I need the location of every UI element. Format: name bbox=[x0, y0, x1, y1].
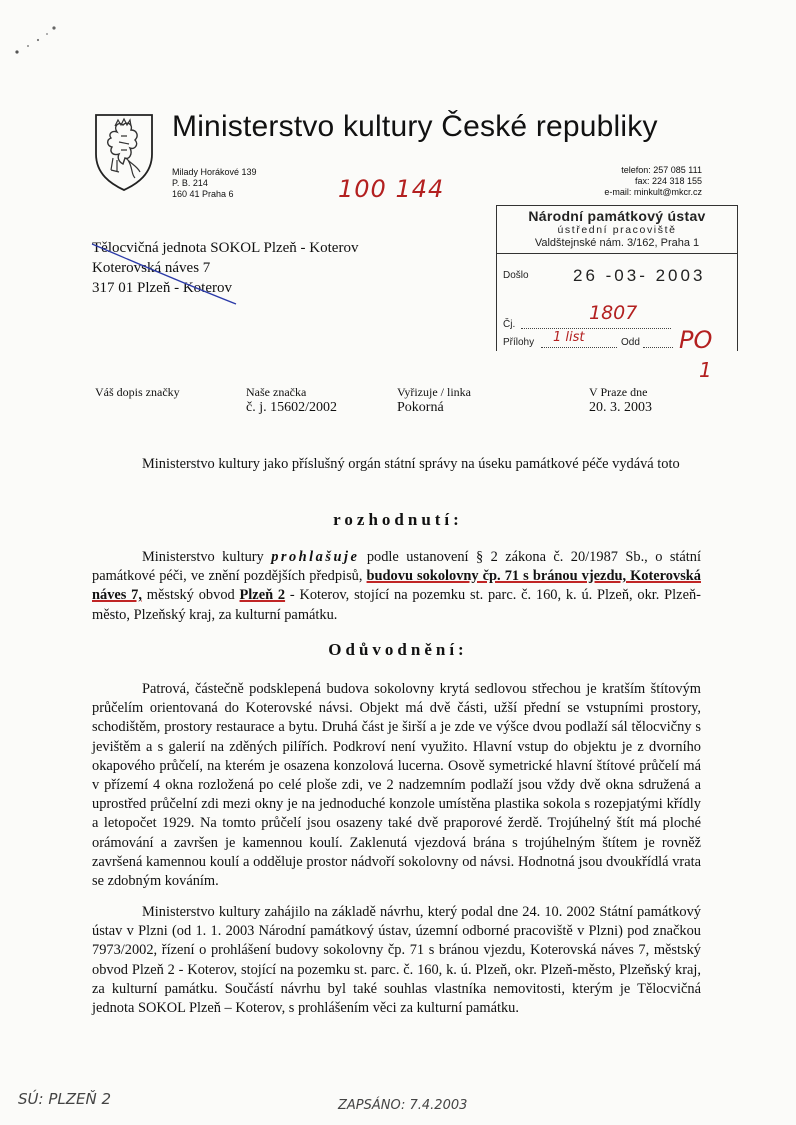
ministry-address bbox=[172, 167, 257, 200]
stamp-received-label: Došlo bbox=[503, 270, 529, 281]
decision-heading: rozhodnutí: bbox=[333, 510, 463, 529]
reasoning-paragraph-2: Ministerstvo kultury zahájilo na základě návrhu, který podal dne 24. 10. 2002 Státní památkový ústav v Plzni (od 1. 1. 2003 Národní památkový ústav, územní odborné pracoviště v Plzni) pod značkou 7973/2002, řízení o prohlášení budovy sokolovny čp. 71 s bránou vjezdu, Koterovská náves 7, městský obvod Plzeň 2 - Koterov, stojící na pozemku st. parc. č. 160, k. ú. Plzeň, okr. Plzeň-město, Plzeňský kraj, za kulturní památku. Součástí návrhu byl také souhlas vlastníka nemovitosti, kterým je Tělocvičná jednota SOKOL Plzeň – Koterov, s prohlášením věci za kulturní památku. bbox=[92, 904, 701, 1017]
stamp-institution: Národní památkový ústav bbox=[528, 208, 706, 224]
stamp-dept-extra: 1 bbox=[699, 358, 712, 382]
decision-object: budovu sokolovny čp. 71 s bránou vjezdu, Koterovská náves 7, bbox=[92, 568, 701, 604]
our-ref-value: č. j. 15602/2002 bbox=[246, 400, 337, 415]
phone-text: telefon: 257 085 111 bbox=[621, 165, 702, 175]
intro-paragraph: Ministerstvo kultury jako příslušný orgán státní správy na úseku památkové péče vydává toto bbox=[142, 456, 680, 472]
recipient-strike-line bbox=[90, 238, 240, 308]
coat-of-arms-icon bbox=[93, 112, 155, 192]
stamp-number-label: Čj. bbox=[503, 319, 516, 330]
email-text: e-mail: minkult@mkcr.cz bbox=[604, 187, 702, 197]
ministry-contact bbox=[604, 165, 702, 198]
stamp-attachments-value: 1 list bbox=[553, 330, 585, 345]
place-date-label: V Praze dne bbox=[589, 385, 648, 399]
date-value: 20. 3. 2003 bbox=[589, 400, 652, 415]
handler-value: Pokorná bbox=[397, 400, 444, 415]
decision-district: Plzeň 2 bbox=[239, 587, 286, 604]
stamp-received-date: 26 -03- 2003 bbox=[573, 266, 706, 285]
stamp-address: Valdštejnské nám. 3/162, Praha 1 bbox=[534, 237, 700, 249]
stamp-number-value: 1807 bbox=[589, 302, 638, 324]
stamp-attachments-label: Přílohy bbox=[503, 337, 535, 348]
footer-note-left: SÚ: PLZEŇ 2 bbox=[18, 1090, 112, 1108]
address-line: Milady Horákové 139 bbox=[172, 167, 257, 177]
stamp-dept-label: Odd bbox=[621, 337, 640, 348]
recipient-line: Tělocvičná jednota SOKOL Plzeň - Koterov bbox=[92, 240, 359, 256]
received-stamp bbox=[496, 205, 738, 354]
footer-note-center: ZAPSÁNO: 7.4.2003 bbox=[338, 1098, 468, 1113]
recipient-line: 317 01 Plzeň - Koterov bbox=[92, 280, 232, 296]
decision-paragraph: Ministerstvo kultury prohlašuje podle ustanovení § 2 zákona č. 20/1987 Sb., o státní památkové péči, ve znění pozdějších předpisů, budovu sokolovny čp. 71 s bránou vjezdu, Koterovská náves 7, městský obvod Plzeň 2 - Koterov, stojící na pozemku st. parc. č. 160, k. ú. Plzeň, okr. Plzeň-město, Plzeňský kraj, za kulturní památku. bbox=[92, 549, 702, 623]
fax-text: fax: 224 318 155 bbox=[634, 176, 702, 186]
recipient-line: Koterovská náves 7 bbox=[92, 260, 211, 276]
stamp-dept-value: PO bbox=[679, 326, 713, 354]
decision-verb: prohlašuje bbox=[271, 549, 360, 565]
ministry-title: Ministerstvo kultury České republiky bbox=[172, 110, 658, 143]
address-line: P. B. 214 bbox=[172, 178, 208, 188]
your-ref-label: Váš dopis značky bbox=[95, 385, 180, 399]
scan-specks bbox=[14, 22, 64, 56]
reasoning-paragraph-1: Patrová, částečně podsklepená budova sokolovny krytá sedlovou střechou je kratším štítovým průčelím orientovaná do Koterovské návsi. Objekt má dvě části, užší přední se vstupními prostory, schodištěm, prostory restaurace a bytu. Druhá část je širší a je zde ve výšce dvou podlaží sál tělocvičny s jevištěm a s galerií na zděných pilířích. Podkroví není využito. Hlavní vstup do objektu je z dvorního okapového průčelí, na kterém je osazena konzolová lucerna. Osově symetrické hlavní štítové průčelí má v přízemí 4 okna rozložená po celé ploše zdi, ve 2 nadzemním podlaží jsou vždy dvě okna sdružená a uprostřed průčelní zdi mezi okny je na jednoduché konzole umístěna plastika sokola s rozepjatými křídly a letopočet 1929. Na tomto průčelí jsou osazeny také dvě praporové žerdě. Trojúhelný štít má ploché orámování a završen je kamennou koulí. Zaklenutá vjezdová brána s trojúhelným štítem je rovněž završená kamennou koulí a odděluje prostor nádvoří sokolovny od návsi. Hodnotná jsou dvoukřídlá vrata se zdobným kováním. bbox=[92, 681, 701, 890]
handler-label: Vyřizuje / linka bbox=[397, 385, 471, 399]
stamp-header bbox=[497, 206, 737, 254]
address-line: 160 41 Praha 6 bbox=[172, 189, 234, 199]
reasoning-heading: Odůvodnění: bbox=[328, 640, 468, 659]
handwritten-reference-number: 100 144 bbox=[338, 175, 445, 203]
our-ref-label: Naše značka bbox=[246, 385, 307, 399]
stamp-subtitle: ústřední pracoviště bbox=[557, 224, 677, 236]
